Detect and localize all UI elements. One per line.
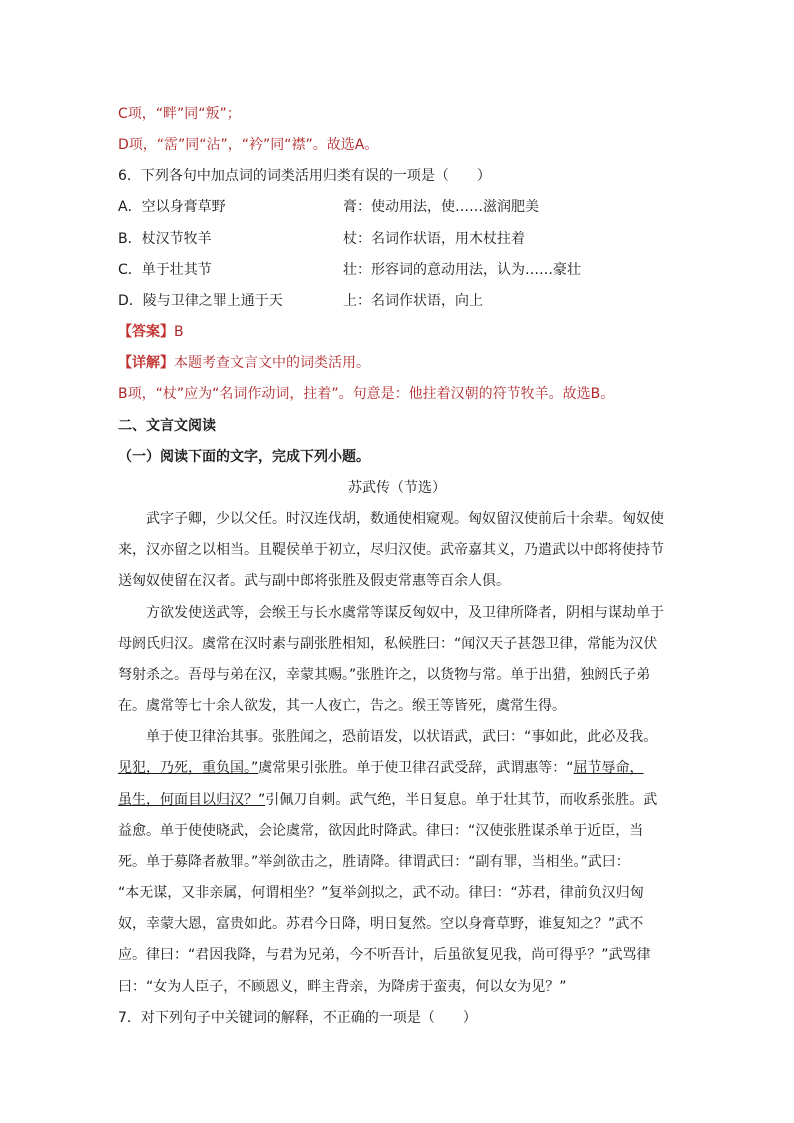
d-item-note: D项，“霑”同“沾”，“衿”同“襟”。故选A。 bbox=[118, 137, 379, 153]
underlined-sentence-2b: 虽生，何面目以归汉？” bbox=[118, 792, 266, 808]
answer-line bbox=[118, 322, 184, 342]
q6-option-b-explain: 杖：名词作状语，用木杖拄着 bbox=[343, 231, 525, 247]
question-6: 6．下列各句中加点词的词类活用归类有误的一项是（ ） bbox=[118, 168, 491, 184]
q6-option-b: B．杖汉节牧羊 bbox=[118, 231, 212, 247]
q6-option-c-explain: 壮：形容词的意动用法，认为……豪壮 bbox=[343, 262, 581, 278]
passage-line: 单于使卫律治其事。张胜闻之，恐前语发，以状语武，武曰：“事如此，此必及我。 bbox=[146, 729, 658, 745]
section-heading: 二、文言文阅读 bbox=[118, 418, 216, 434]
underlined-sentence-1: 见犯，乃死，重负国。” bbox=[118, 760, 259, 776]
passage-line: 死。单于募降者赦罪。”举剑欲击之，胜请降。律谓武曰：“副有罪，当相坐。”武曰： bbox=[118, 854, 630, 870]
subsection-heading: （一）阅读下面的文字，完成下列小题。 bbox=[118, 449, 370, 465]
passage-line: 方欲发使送武等，会缑王与长水虞常等谋反匈奴中，及卫律所降者，阴相与谋劫单于 bbox=[146, 605, 664, 621]
passage-line: “本无谋，又非亲属，何谓相坐？”复举剑拟之，武不动。律曰：“苏君，律前负汉归匈 bbox=[118, 885, 644, 901]
b-explanation: B项，“杖”应为“名词作动词，拄着”。句意是：他拄着汉朝的符节牧羊。故选B。 bbox=[118, 386, 615, 402]
passage-line: 在。虞常等七十余人欲发，其一人夜亡，告之。缑王等皆死，虞常生得。 bbox=[118, 698, 566, 714]
passage-line: 来，汉亦留之以相当。且鞮侯单于初立，尽归汉使。武帝嘉其义，乃遣武以中郎将使持节 bbox=[118, 542, 664, 558]
passage-text: 虞常果引张胜。单于使卫律召武受辞，武谓惠等：“ bbox=[258, 760, 574, 776]
passage-line bbox=[118, 790, 657, 810]
question-7: 7．对下列句子中关键词的解释，不正确的一项是（ ） bbox=[118, 1010, 477, 1026]
q6-option-c: C．单于壮其节 bbox=[118, 262, 212, 278]
q6-option-d-explain: 上：名词作状语，向上 bbox=[343, 293, 483, 309]
detail-line bbox=[118, 353, 370, 373]
passage-line: 送匈奴使留在汉者。武与副中郎将张胜及假吏常惠等百余人俱。 bbox=[118, 573, 510, 589]
passage-text: 引佩刀自刺。武气绝，半日复息。单于壮其节，而收系张胜。武 bbox=[265, 792, 658, 808]
q6-option-d: D．陵与卫律之罪上通于天 bbox=[118, 293, 283, 309]
q6-option-a-explain: 膏：使动用法，使……滋润肥美 bbox=[343, 199, 539, 215]
underlined-sentence-2a: 屈节辱命， bbox=[573, 760, 644, 776]
detail-tag: 【详解】 bbox=[118, 355, 174, 371]
detail-text: 本题考查文言文中的词类活用。 bbox=[174, 355, 370, 371]
passage-line: 应。律曰：“君因我降，与君为兄弟，今不听吾计，后虽欲复见我，尚可得乎？”武骂律 bbox=[118, 947, 651, 963]
passage-line: 弩射杀之。吾母与弟在汉，幸蒙其赐。”张胜许之，以货物与常。单于出猎，独阏氏子弟 bbox=[118, 667, 651, 683]
passage-line: 母阏氏归汉。虞常在汉时素与副张胜相知，私候胜曰：“闻汉天子甚怨卫律，常能为汉伏 bbox=[118, 636, 658, 652]
passage-line: 奴，幸蒙大恩，富贵如此。苏君今日降，明日复然。空以身膏草野，谁复知之？”武不 bbox=[118, 916, 644, 932]
passage-title: 苏武传（节选） bbox=[348, 480, 446, 496]
passage-line: 曰：“女为人臣子，不顾恩义，畔主背亲，为降虏于蛮夷，何以女为见？” bbox=[118, 979, 567, 995]
passage-line bbox=[118, 758, 644, 778]
answer-value: B bbox=[174, 324, 184, 340]
passage-line: 益愈。单于使使晓武，会论虞常，欲因此时降武。律曰：“汉使张胜谋杀单于近臣，当 bbox=[118, 823, 644, 839]
answer-tag: 【答案】 bbox=[118, 324, 174, 340]
q6-option-a: A．空以身膏草野 bbox=[118, 199, 226, 215]
c-item-note: C项，“畔”同“叛”； bbox=[118, 106, 241, 122]
passage-line: 武字子卿，少以父任。时汉连伐胡，数通使相窥观。匈奴留汉使前后十余辈。匈奴使 bbox=[146, 511, 664, 527]
